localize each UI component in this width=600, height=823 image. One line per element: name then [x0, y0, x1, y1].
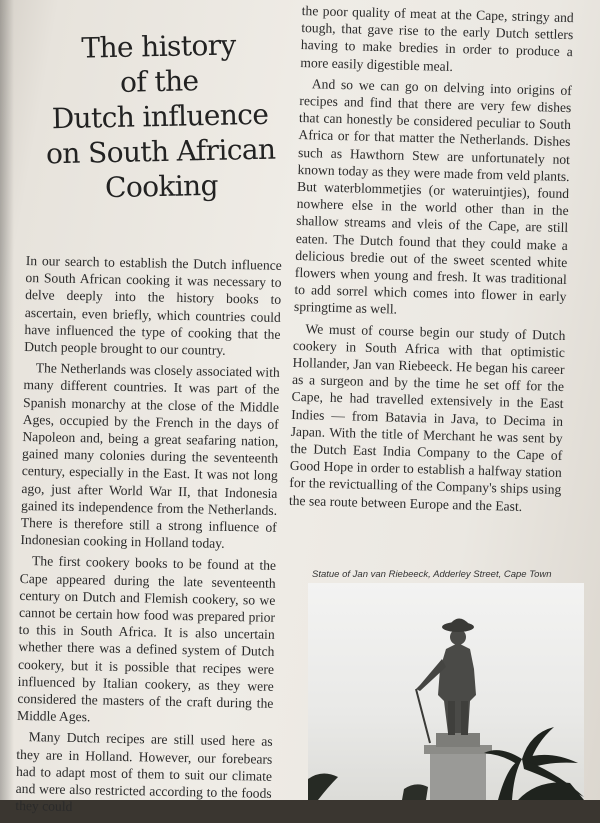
left-text-column: [15, 252, 282, 823]
paragraph: And so we can go on delving into origins of recipes and find that there are very few dishes that can honestly be considered peculiar to South Africa or for that matter the Netherlands. Dishes such as Hawthorn Stew are unfortunately not known today as they were made from veld plants. But waterblommetjies (or wateruintjies), found nowhere else in the world other than in the shallow streams and vleis of the Cape, are still eaten. The Dutch found that they could make a delicious bredie out of the sweet scented white flowers when young and fresh. It was traditional to add sorrel which comes into flower in early springtime as well.: [293, 76, 572, 318]
paragraph: Many Dutch recipes are still used here as they are in Holland. However, our forebears had to adapt most of them to suit our climate and were also restricted according to the foods they could: [15, 729, 273, 815]
title-line: on South African: [45, 132, 276, 171]
paragraph: We must of course begin our study of Dutch cookery in South Africa with that optimistic Hollander, Jan van Riebeeck. He began his career as a surgeon and by the time he set off for the Cape, he had travelled extensively in the East Indies — from Batavia in Java, to Decima in Japan. With the title of Merchant he was sent by the Dutch East India Company to the Cape of Good Hope in order to establish a halfway station for the revictualling of the Company's ships using the sea route between Europe and the East.: [288, 320, 566, 514]
statue-illustration: [308, 583, 584, 800]
title-line: Dutch influence: [51, 97, 269, 136]
title-line: of the: [119, 63, 199, 99]
paragraph: the poor quality of meat at the Cape, stringy and tough, that gave rise to the early Dutch settlers having to make bredies in order to produce a more easily digestible meal.: [300, 2, 574, 74]
article-title: [38, 26, 282, 206]
title-line: The history: [81, 28, 236, 65]
statue-photo: [308, 583, 584, 800]
page-gutter-shadow: [0, 0, 14, 800]
right-text-column: [289, 2, 574, 520]
photo-caption: Statue of Jan van Riebeeck, Adderley Street, Cape Town: [312, 569, 552, 580]
paragraph: The Netherlands was closely associated with many different countries. It was part of the Spanish monarchy at the close of the Middle Ages, occupied by the French in the days of Napoleon and, being a great seafaring nation, gained many colonies during the seventeenth century, especially in the East. It was not long ago, just after World War II, that Indonesia gained its independence from the Netherlands. There is therefore still a strong influence of Indonesian cooking in Holland today.: [20, 360, 280, 552]
paragraph: The first cookery books to be found at the Cape appeared during the late seventeenth century on Dutch and Flemish cookery, so we cannot be certain how food was prepared prior to this in South Africa. It is also uncertain whether there was a defined system of Dutch cookery, but it is possible that recipes were influenced by Italian cookery, as they were considered the masters of the craft during the Middle Ages.: [16, 553, 277, 725]
paragraph: In our search to establish the Dutch influence on South African cooking it was necessary to delve deeply into the history books to ascertain, even briefly, which countries could have influenced the type of cooking that the Dutch people brought to our country.: [24, 252, 282, 358]
title-line: Cooking: [104, 168, 219, 204]
